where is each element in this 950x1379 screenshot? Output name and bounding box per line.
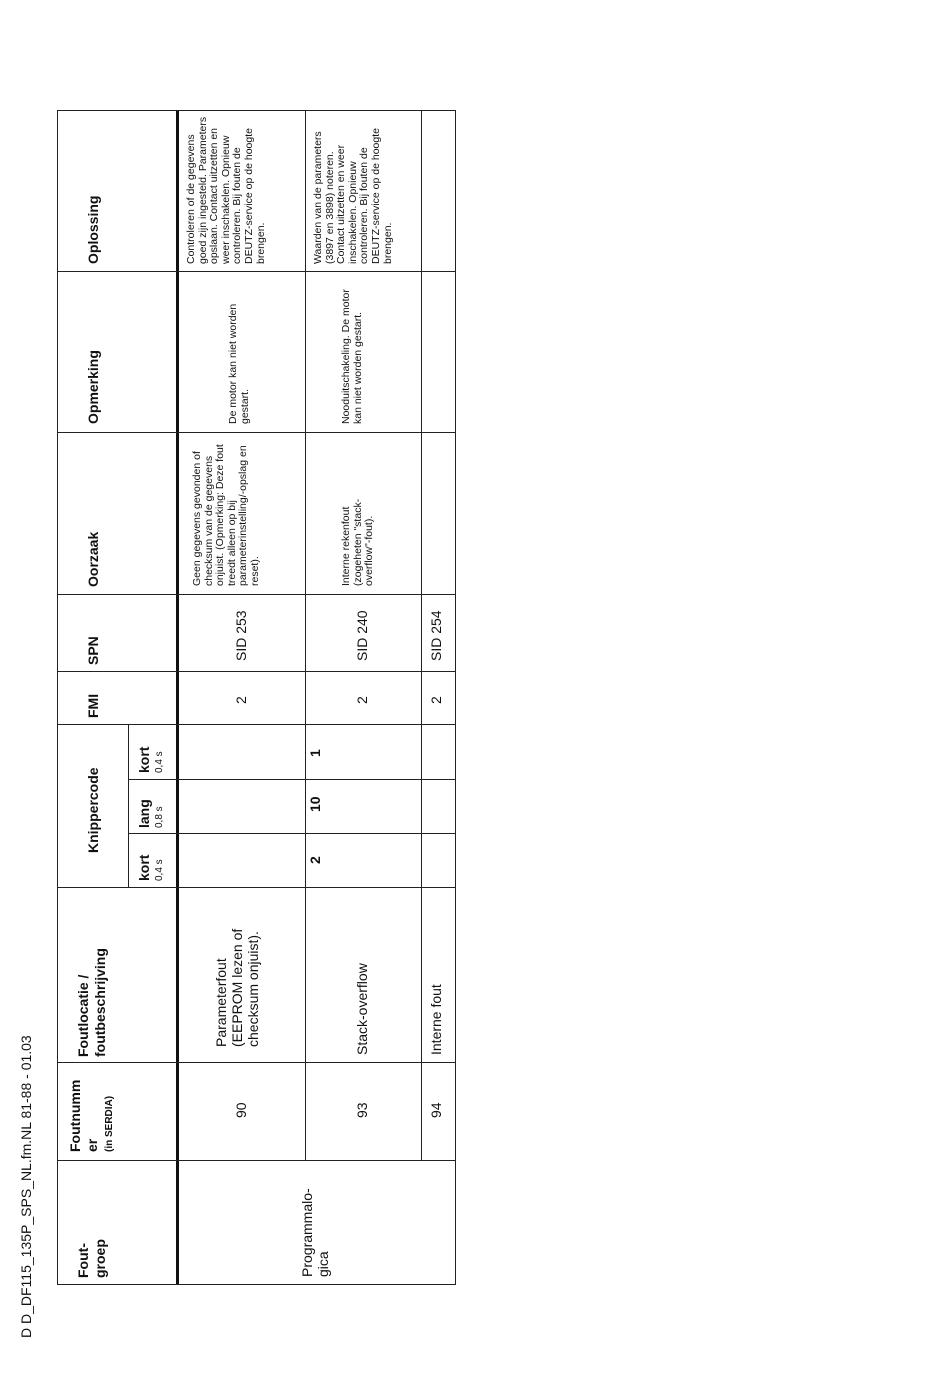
blink-kort2: 1 [307, 749, 323, 757]
header-kort2-time: 0,4 s [154, 751, 165, 773]
row-93-oplossing: Waarden van de parameters (3897 en 3898) noteren. Contact uitzetten en weer inschakelen. Opnieuw controleren. Bij fouten de DEUTZ-service op de hoogte brengen. [312, 128, 394, 264]
header-lang-time: 0,8 s [154, 806, 165, 828]
row-90-spn: SID 253 [233, 610, 249, 661]
row-90-opmerking: De motor kan niet worden gestart. [227, 303, 251, 424]
header-spn: SPN [85, 636, 101, 665]
row-94-spn: SID 254 [428, 610, 444, 661]
row-93-fmi: 2 [354, 696, 370, 704]
row-93-spn: SID 240 [354, 610, 370, 661]
header-oplossing: Oplossing [85, 195, 101, 264]
header-lang: lang [136, 799, 152, 828]
header-kort1: kort [136, 854, 152, 881]
blink-lang: 10 [307, 796, 323, 812]
row-93-nummer: 93 [354, 1102, 370, 1118]
row-90-locatie: Parameterfout (EEPROM lezen of checksum onjuist). [213, 928, 261, 1047]
row-93-locatie: Stack-overflow [354, 963, 370, 1055]
row-90-oplossing: Controleren of de gegevens goed zijn ingesteld. Parameters opslaan. Contact uitzetten en weer inschakelen. Opnieuw controleren. Bij fouten de DEUTZ-service op de hoogte brengen. [185, 116, 267, 264]
header-kort2: kort [136, 746, 152, 773]
row-90-fmi: 2 [233, 696, 249, 704]
group-label: Programmalo- gica [299, 1188, 331, 1277]
header-opmerking: Opmerking [85, 350, 101, 424]
header-foutnummer-sub: (in SERDIA) [104, 1095, 115, 1152]
row-90-oorzaak: Geen gegevens gevonden of checksum van de gegevens onjuist. (Opmerking: Deze fout treedt alleen op bij parameterinstelling/-opslag en reset). [191, 444, 261, 586]
row-93-opmerking: Nooduitschakeling. De motor kan niet worden gestart. [340, 289, 364, 424]
row-94-locatie: Interne fout [428, 984, 444, 1055]
header-knippercode: Knippercode [85, 767, 101, 853]
header-foutlocatie: Foutlocatie / foutbeschrijving [75, 948, 108, 1057]
row-90-nummer: 90 [233, 1102, 249, 1118]
header-fout-groep: Fout- groep [75, 1239, 108, 1278]
header-kort1-time: 0,4 s [154, 859, 165, 881]
row-94-fmi: 2 [428, 696, 444, 704]
row-93-oorzaak: Interne rekenfout (zogeheten "stack-overflow"-fout). [340, 498, 376, 586]
header-oorzaak: Oorzaak [85, 531, 101, 587]
blink-kort1: 2 [307, 856, 323, 864]
header-foutnummer: Foutnumm er [67, 1079, 100, 1152]
footer-text: D D_DF115_135P_SPS_NL.fm.NL 81-88 - 01.03 [18, 1035, 34, 1338]
row-94-nummer: 94 [428, 1102, 444, 1118]
header-fmi: FMI [85, 693, 101, 718]
